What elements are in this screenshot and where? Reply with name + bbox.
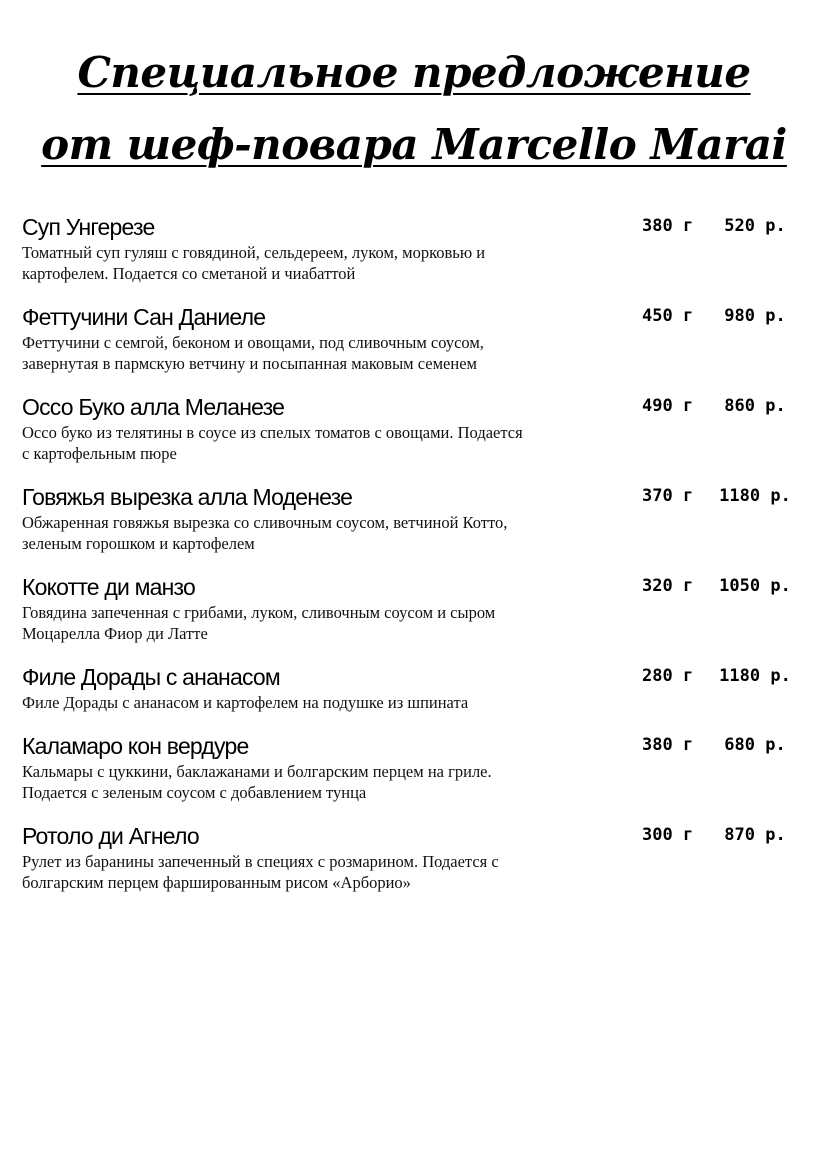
title-line-2: от шеф-повара Marcello Marai — [41, 120, 787, 169]
title-line-1: Специальное предложение — [77, 48, 751, 97]
menu-item — [22, 212, 812, 302]
dish-name: Суп Унгерезе — [22, 214, 155, 240]
dish-description: Оссо буко из телятины в соусе из спелых томатов с овощами. Подается с картофельным пюре — [22, 423, 523, 463]
dish-description: Кальмары с цуккини, баклажанами и болгарским перцем на гриле. Подается с зеленым соусом с добавлением тунца — [22, 762, 492, 802]
menu-item — [22, 572, 812, 662]
menu-item — [22, 482, 812, 572]
dish-price: 980 р. — [724, 306, 786, 326]
dish-name: Говяжья вырезка алла Моденезе — [22, 484, 353, 510]
dish-description: Говядина запеченная с грибами, луком, сливочным соусом и сыром Моцарелла Фиор ди Латте — [22, 603, 496, 643]
dish-price: 1180 р. — [719, 666, 791, 686]
dish-weight: 450 г — [642, 306, 694, 326]
dish-name: Кокотте ди манзо — [22, 574, 196, 600]
menu-item — [22, 662, 812, 731]
dish-description: Томатный суп гуляш с говядиной, сельдереем, луком, морковью и картофелем. Подается со сметаной и чиабаттой — [22, 243, 486, 283]
dish-price: 860 р. — [724, 396, 786, 416]
dish-price: 870 р. — [724, 825, 786, 845]
menu-item — [22, 392, 812, 482]
dish-price: 520 р. — [724, 216, 786, 236]
menu-item — [22, 302, 812, 392]
dish-weight: 280 г — [642, 666, 694, 686]
dish-description: Филе Дорады с ананасом и картофелем на подушке из шпината — [22, 693, 469, 712]
dish-weight: 380 г — [642, 735, 694, 755]
dish-weight: 370 г — [642, 486, 694, 506]
menu-list — [22, 212, 812, 911]
dish-weight: 380 г — [642, 216, 694, 236]
dish-name: Филе Дорады с ананасом — [22, 664, 280, 690]
dish-description: Рулет из баранины запеченный в специях с розмарином. Подается с болгарским перцем фаршированным рисом «Арборио» — [22, 852, 499, 892]
dish-description: Феттучини с семгой, беконом и овощами, под сливочным соусом, завернутая в пармскую ветчину и посыпанная маковым семенем — [22, 333, 484, 373]
dish-name: Каламаро кон вердуре — [22, 733, 249, 759]
dish-weight: 490 г — [642, 396, 694, 416]
dish-weight: 300 г — [642, 825, 694, 845]
menu-item — [22, 731, 812, 821]
dish-name: Оссо Буко алла Меланезе — [22, 394, 285, 420]
dish-name: Феттучини Сан Даниеле — [22, 304, 266, 330]
dish-price: 1050 р. — [719, 576, 791, 596]
dish-price: 680 р. — [724, 735, 786, 755]
menu-item — [22, 821, 812, 911]
dish-price: 1180 р. — [719, 486, 791, 506]
dish-name: Ротоло ди Агнело — [22, 823, 199, 849]
dish-description: Обжаренная говяжья вырезка со сливочным соусом, ветчиной Котто, зеленым горошком и картофелем — [22, 513, 508, 553]
dish-weight: 320 г — [642, 576, 694, 596]
page-title — [0, 40, 828, 169]
